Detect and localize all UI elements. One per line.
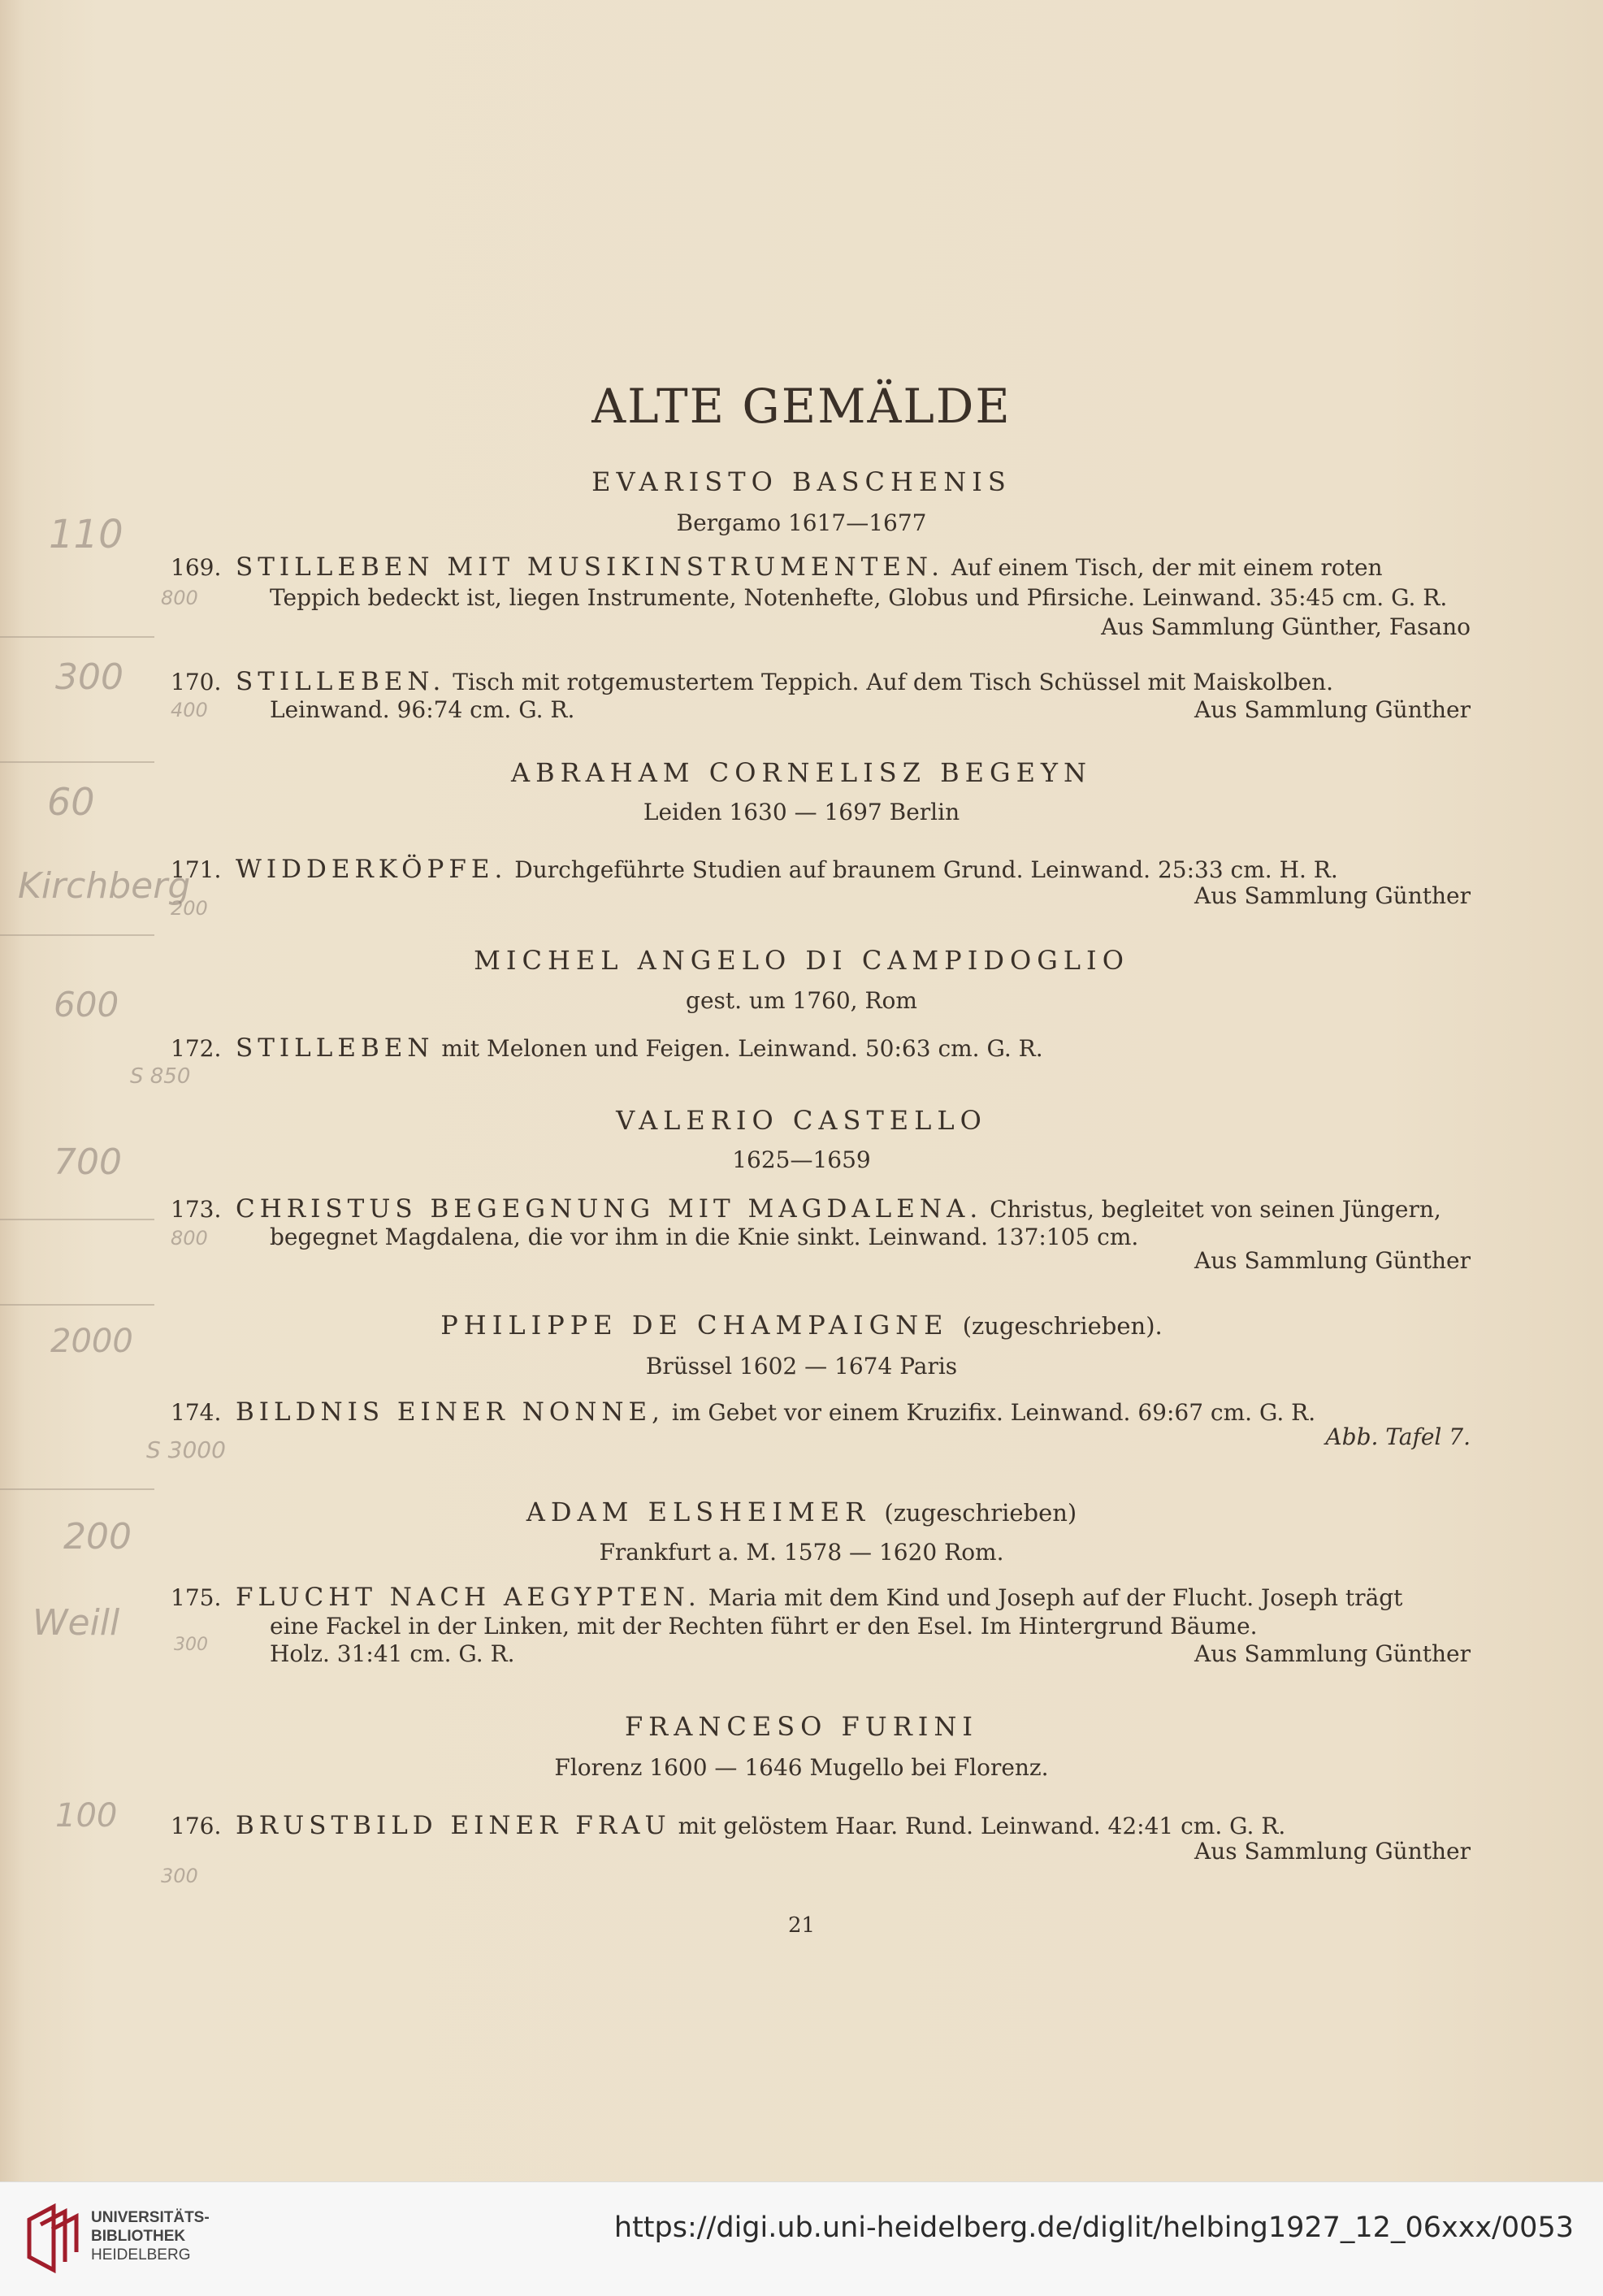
entry-line — [171, 1397, 1471, 1427]
entry-line — [171, 1033, 1471, 1063]
handwritten-note: 60 — [47, 780, 95, 824]
logo-line: BIBLIOTHEK — [91, 2228, 186, 2245]
entry-title: STILLEBEN. — [236, 667, 446, 696]
handwritten-note: S 850 — [130, 1064, 191, 1089]
entry-line — [171, 855, 1471, 884]
entry-number: 175. — [171, 1584, 222, 1611]
handwritten-note: Weill — [32, 1602, 120, 1644]
margin-rule — [0, 1488, 154, 1490]
entry-number: 173. — [171, 1196, 222, 1223]
entry-continuation: eine Fackel in der Linken, mit der Rechten führt er den Esel. Im Hintergrund Bäume. — [270, 1613, 1258, 1640]
artist-name — [0, 466, 1603, 497]
artist-name-text: FRANCESO FURINI — [624, 1711, 979, 1742]
margin-rule — [0, 1304, 154, 1306]
entry-title: FLUCHT NACH AEGYPTEN. — [236, 1583, 701, 1612]
handwritten-note: 300 — [55, 656, 123, 698]
entry-line — [171, 1194, 1471, 1224]
artist-qualifier: (zugeschrieben). — [962, 1312, 1163, 1340]
library-logo-icon — [24, 2203, 81, 2273]
entry-line — [171, 552, 1471, 582]
page-url-link[interactable]: https://digi.ub.uni-heidelberg.de/diglit/helbing1927_12_06xxx/0053 — [613, 2212, 1574, 2244]
handwritten-note: 300 — [161, 1865, 198, 1887]
artist-dates: 1625—1659 — [732, 1146, 871, 1173]
entry-text: Auf einem Tisch, der mit einem roten — [943, 554, 1383, 581]
artist-dates: gest. um 1760, Rom — [686, 987, 917, 1014]
entry-text: mit Melonen und Feigen. Leinwand. 50:63 cm. G. R. — [434, 1035, 1043, 1062]
entry-continuation: Leinwand. 96:74 cm. G. R. — [270, 696, 575, 723]
entry-title: STILLEBEN — [236, 1033, 435, 1063]
entry-title: CHRISTUS BEGEGNUNG MIT MAGDALENA. — [236, 1194, 983, 1224]
entry-title: BILDNIS EINER NONNE, — [236, 1397, 665, 1427]
entry-text: Maria mit dem Kind und Joseph auf der Flucht. Joseph trägt — [700, 1584, 1403, 1611]
entry-number: 169. — [171, 554, 222, 581]
handwritten-note: Kirchberg — [18, 865, 191, 907]
entry-text: Christus, begleitet von seinen Jüngern, — [982, 1196, 1441, 1223]
artist-name-text: ABRAHAM CORNELISZ BEGEYN — [510, 757, 1093, 788]
artist-name-text: PHILIPPE DE CHAMPAIGNE — [440, 1310, 949, 1341]
artist-qualifier: (zugeschrieben) — [884, 1499, 1077, 1527]
logo-line: UNIVERSITÄTS- — [91, 2209, 210, 2226]
entry-number: 176. — [171, 1813, 222, 1839]
handwritten-note: 300 — [174, 1635, 208, 1655]
artist-dates: Frankfurt a. M. 1578 — 1620 Rom. — [599, 1539, 1004, 1566]
artist-name — [0, 1497, 1603, 1527]
entry-line — [171, 667, 1471, 696]
artist-name-text: EVARISTO BASCHENIS — [591, 466, 1012, 497]
entry-text: im Gebet vor einem Kruzifix. Leinwand. 69:67 cm. G. R. — [665, 1399, 1316, 1426]
entry-provenance: Aus Sammlung Günther — [1194, 696, 1471, 723]
entry-provenance: Aus Sammlung Günther — [1194, 882, 1471, 909]
handwritten-note: 200 — [171, 897, 208, 920]
artist-name — [0, 757, 1603, 788]
artist-name-text: VALERIO CASTELLO — [616, 1105, 987, 1136]
entry-number: 174. — [171, 1399, 222, 1426]
entry-title: WIDDERKÖPFE. — [236, 855, 508, 884]
artist-name-text: MICHEL ANGELO DI CAMPIDOGLIO — [474, 945, 1129, 976]
artist-name — [0, 1310, 1603, 1341]
handwritten-note: 600 — [54, 985, 119, 1025]
margin-rule — [0, 636, 154, 638]
entry-number: 170. — [171, 669, 222, 695]
entry-number: 172. — [171, 1035, 222, 1062]
entry-provenance: Aus Sammlung Günther — [1194, 1640, 1471, 1667]
artist-name-text: ADAM ELSHEIMER — [526, 1497, 871, 1527]
handwritten-note: 700 — [54, 1142, 122, 1183]
margin-rule — [0, 761, 154, 763]
margin-rule — [0, 1219, 154, 1220]
handwritten-note: 2000 — [50, 1323, 133, 1360]
entry-line — [171, 1583, 1471, 1612]
entry-provenance: Aus Sammlung Günther — [1194, 1247, 1471, 1274]
artist-name — [0, 1105, 1603, 1136]
artist-dates: Brüssel 1602 — 1674 Paris — [645, 1353, 958, 1380]
page-number: 21 — [787, 1913, 816, 1938]
entry-text: Tisch mit rotgemustertem Teppich. Auf dem Tisch Schüssel mit Maiskolben. — [445, 669, 1334, 695]
library-logo-text — [91, 2208, 210, 2264]
margin-rule — [0, 934, 154, 936]
entry-provenance: Aus Sammlung Günther — [1194, 1838, 1471, 1865]
handwritten-note: 110 — [49, 512, 123, 557]
entry-plate-reference: Abb. Tafel 7. — [1325, 1423, 1471, 1450]
entry-line — [171, 1811, 1471, 1840]
artist-dates: Leiden 1630 — 1697 Berlin — [643, 799, 960, 825]
entry-text: Durchgeführte Studien auf braunem Grund. Leinwand. 25:33 cm. H. R. — [507, 856, 1338, 883]
entry-continuation: begegnet Magdalena, die vor ihm in die Knie sinkt. Leinwand. 137:105 cm. — [270, 1224, 1139, 1250]
handwritten-note: 800 — [161, 587, 198, 609]
entry-title: STILLEBEN MIT MUSIKINSTRUMENTEN. — [236, 552, 944, 582]
artist-dates: Florenz 1600 — 1646 Mugello bei Florenz. — [554, 1754, 1049, 1781]
page-title: ALTE GEMÄLDE — [591, 379, 1012, 434]
entry-continuation: Teppich bedeckt ist, liegen Instrumente, Notenhefte, Globus und Pfirsiche. Leinwand. 35:45 cm. G. R. — [270, 584, 1448, 611]
entry-provenance: Aus Sammlung Günther, Fasano — [1101, 613, 1471, 640]
entry-continuation: Holz. 31:41 cm. G. R. — [270, 1640, 515, 1667]
entry-text: mit gelöstem Haar. Rund. Leinwand. 42:41 cm. G. R. — [670, 1813, 1286, 1839]
entry-number: 171. — [171, 856, 222, 883]
artist-name — [0, 1711, 1603, 1742]
handwritten-note: 100 — [55, 1797, 118, 1835]
handwritten-note: 800 — [171, 1227, 208, 1250]
logo-line: HEIDELBERG — [91, 2246, 191, 2264]
handwritten-note: 200 — [63, 1516, 132, 1557]
handwritten-note: S 3000 — [146, 1436, 226, 1463]
handwritten-note: 400 — [171, 699, 208, 721]
artist-dates: Bergamo 1617—1677 — [676, 509, 927, 536]
artist-name — [0, 945, 1603, 976]
entry-title: BRUSTBILD EINER FRAU — [236, 1811, 671, 1840]
